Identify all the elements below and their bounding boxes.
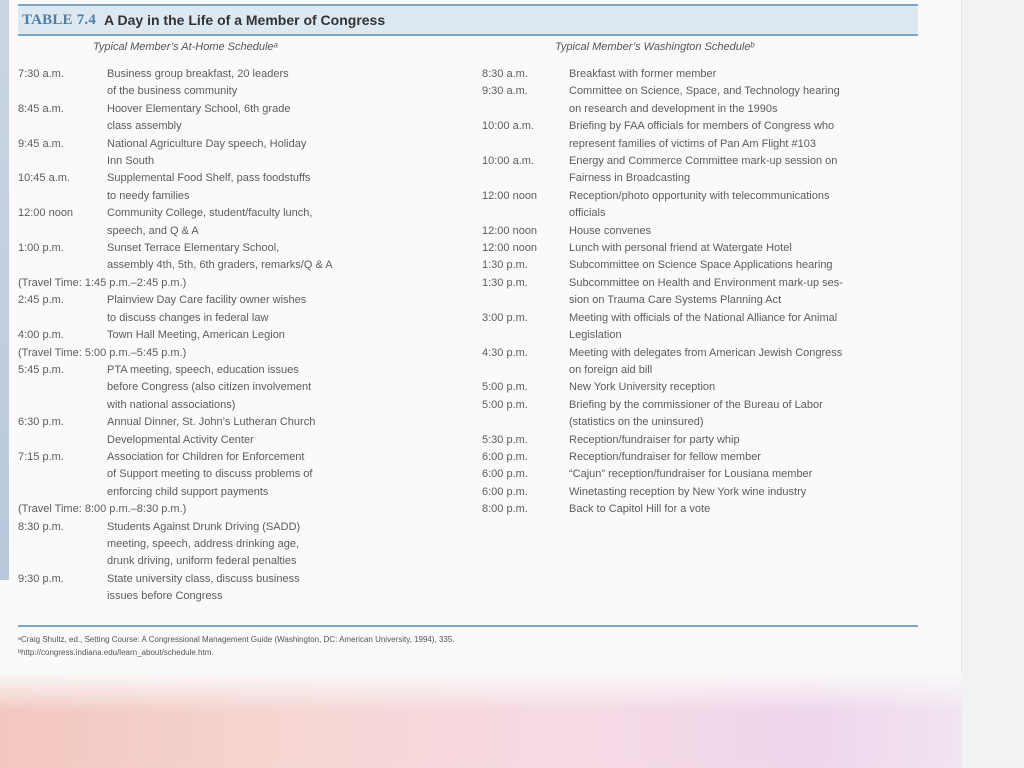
travel-time-row [18,345,458,362]
schedule-row [482,379,922,396]
schedule-time [18,397,107,414]
schedule-description: Winetasting reception by New York wine industry [569,485,807,498]
schedule-row-continuation [18,379,458,396]
schedule-row [482,275,922,292]
schedule-description: State university class, discuss business [107,572,300,585]
schedule-description: Community College, student/faculty lunch, [107,207,313,220]
schedule-row-continuation [18,223,458,240]
schedule-row [482,118,922,135]
schedule-time: 4:00 p.m. [18,329,64,342]
schedule-time: 12:00 noon [482,224,538,237]
schedule-description: of the business community [107,85,238,98]
schedule-row [18,240,458,257]
footnote-a: ᵃCraig Shultz, ed., Setting Course: A Congressional Management Guide (Washington, DC: American University, 1994), 335. [18,635,455,644]
schedule-row [482,257,922,274]
schedule-row-continuation [18,484,458,501]
schedule-row [18,571,458,588]
schedule-description: assembly 4th, 5th, 6th graders, remarks/Q & A [107,259,333,272]
schedule-row [18,66,458,83]
schedule-description: on foreign aid bill [569,363,653,376]
schedule-row-continuation [482,205,922,222]
schedule-row [18,101,458,118]
schedule-description: on research and development in the 1990s [569,102,778,115]
schedule-description: Reception/fundraiser for fellow member [569,450,761,463]
schedule-time [18,432,107,449]
schedule-time [482,101,569,118]
schedule-row [18,170,458,187]
schedule-row [482,153,922,170]
schedule-row-continuation [482,362,922,379]
schedule-time: 10:00 a.m. [482,120,534,133]
schedule-description: Breakfast with former member [569,68,717,80]
schedule-row [482,188,922,205]
schedule-row [18,362,458,379]
table-label: TABLE 7.4 [22,11,97,28]
schedule-description: Business group breakfast, 20 leaders [107,68,289,80]
washington-schedule-column [482,66,922,519]
schedule-time [18,83,107,100]
schedule-row-continuation [18,153,458,170]
schedule-row-continuation [18,257,458,274]
schedule-time [18,379,107,396]
left-accent-bar [0,0,9,580]
schedule-time: 7:30 a.m. [18,68,64,80]
schedule-time [482,170,569,187]
schedule-description: of Support meeting to discuss problems of [107,468,313,481]
schedule-time: 7:15 p.m. [18,450,64,463]
schedule-description: House convenes [569,224,651,237]
schedule-time: 2:45 p.m. [18,294,64,307]
schedule-description: Briefing by the commissioner of the Bureau of Labor [569,398,823,411]
schedule-row-continuation [18,536,458,553]
schedule-description: Supplemental Food Shelf, pass foodstuffs [107,172,311,185]
schedule-row-continuation [18,432,458,449]
schedule-row-continuation [18,553,458,570]
schedule-description: Town Hall Meeting, American Legion [107,329,285,342]
schedule-description: Energy and Commerce Committee mark-up session on [569,155,838,168]
schedule-description: Meeting with officials of the National Alliance for Animal [569,311,838,324]
schedule-description: Association for Children for Enforcement [107,450,305,463]
schedule-time [18,223,107,240]
footnotes [18,633,455,659]
schedule-time: 10:45 a.m. [18,172,70,185]
schedule-row [482,310,922,327]
at-home-schedule-heading: Typical Member’s At-Home Scheduleᵃ [93,41,278,53]
schedule-time: 5:30 p.m. [482,433,528,446]
schedule-description: Sunset Terrace Elementary School, [107,242,280,255]
schedule-time: 8:30 p.m. [18,520,64,533]
schedule-description: “Cajun” reception/fundraiser for Lousiana member [569,468,813,481]
schedule-row [482,466,922,483]
schedule-time: 5:45 p.m. [18,363,64,376]
travel-time-row [18,275,458,292]
schedule-row [18,327,458,344]
table-header [18,4,918,60]
schedule-description: Plainview Day Care facility owner wishes [107,294,307,307]
schedule-time [482,327,569,344]
schedule-row-continuation [482,101,922,118]
schedule-row-continuation [18,588,458,605]
schedule-time [18,188,107,205]
schedule-time [18,588,107,605]
schedule-description: Meeting with delegates from American Jewish Congress [569,346,843,359]
schedule-description: meeting, speech, address drinking age, [107,537,300,550]
schedule-row-continuation [18,466,458,483]
schedule-time: 9:45 a.m. [18,137,64,150]
schedule-row-continuation [482,292,922,309]
schedule-time: 8:45 a.m. [18,102,64,115]
travel-time-text: (Travel Time: 1:45 p.m.–2:45 p.m.) [18,276,187,289]
schedule-time: 1:00 p.m. [18,242,64,255]
schedule-time [18,118,107,135]
schedule-time: 1:30 p.m. [482,276,528,289]
schedule-time: 8:30 a.m. [482,68,528,80]
schedule-description: Briefing by FAA officials for members of Congress who [569,120,835,133]
schedule-row [482,345,922,362]
schedule-description: Back to Capitol Hill for a vote [569,503,711,516]
schedule-time [18,310,107,327]
travel-time-text: (Travel Time: 8:00 p.m.–8:30 p.m.) [18,503,187,516]
schedule-description: sion on Trauma Care Systems Planning Act [569,294,782,307]
schedule-description: (statistics on the uninsured) [569,416,704,429]
schedule-time [18,536,107,553]
schedule-row [18,519,458,536]
schedule-row [482,240,922,257]
schedule-description: New York University reception [569,381,716,394]
schedule-time: 12:00 noon [482,242,538,255]
schedule-time [482,292,569,309]
schedule-time: 5:00 p.m. [482,381,528,394]
schedule-description: PTA meeting, speech, education issues [107,363,299,376]
schedule-description: represent families of victims of Pan Am Flight #103 [569,137,816,150]
schedule-row-continuation [18,397,458,414]
schedule-description: with national associations) [107,398,236,411]
schedule-description: Developmental Activity Center [107,433,254,446]
schedule-row-continuation [18,118,458,135]
schedule-description: issues before Congress [107,590,223,603]
schedule-description: Legislation [569,329,622,342]
schedule-time [18,553,107,570]
table-title-band [18,6,918,36]
schedule-time: 5:00 p.m. [482,398,528,411]
schedule-time [18,466,107,483]
schedule-description: Lunch with personal friend at Watergate Hotel [569,242,792,255]
schedule-time: 9:30 a.m. [482,85,528,98]
schedule-row [482,484,922,501]
schedule-description: before Congress (also citizen involvement [107,381,312,394]
schedule-description: Annual Dinner, St. John’s Lutheran Church [107,416,316,429]
schedule-row-continuation [482,414,922,431]
schedule-time: 1:30 p.m. [482,259,528,272]
schedule-row [18,449,458,466]
schedule-description: Subcommittee on Health and Environment mark-up ses- [569,276,843,289]
schedule-description: National Agriculture Day speech, Holiday [107,137,307,150]
schedule-time: 10:00 a.m. [482,155,534,168]
schedule-time: 12:00 noon [482,189,538,202]
schedule-row-continuation [482,136,922,153]
schedule-time: 9:30 p.m. [18,572,64,585]
schedule-description: Fairness in Broadcasting [569,172,691,185]
schedule-row [482,223,922,240]
schedule-description: Reception/fundraiser for party whip [569,433,740,446]
schedule-time [482,414,569,431]
washington-schedule-heading: Typical Member’s Washington Scheduleᵇ [555,41,754,53]
schedule-row [482,397,922,414]
schedule-description: Hoover Elementary School, 6th grade [107,102,291,115]
schedule-time: 6:00 p.m. [482,450,528,463]
schedule-time [18,484,107,501]
schedule-time: 6:00 p.m. [482,485,528,498]
schedule-row [18,136,458,153]
schedule-time [18,257,107,274]
table-title: A Day in the Life of a Member of Congress [104,12,386,28]
schedule-time: 8:00 p.m. [482,503,528,516]
schedule-row-continuation [18,83,458,100]
table-bottom-rule [18,625,918,627]
schedule-row [482,449,922,466]
schedule-time: 12:00 noon [18,207,74,220]
schedule-description: enforcing child support payments [107,485,269,498]
schedule-row-continuation [18,310,458,327]
schedule-description: drunk driving, uniform federal penalties [107,555,297,568]
schedule-time: 6:00 p.m. [482,468,528,481]
travel-time-text: (Travel Time: 5:00 p.m.–5:45 p.m.) [18,346,187,359]
schedule-time [482,362,569,379]
schedule-row [482,66,922,83]
schedule-time: 3:00 p.m. [482,311,528,324]
schedule-time [482,205,569,222]
schedule-time: 6:30 p.m. [18,416,64,429]
schedule-row [18,414,458,431]
schedule-row [482,501,922,518]
at-home-schedule-column [18,66,458,606]
schedule-description: speech, and Q & A [107,224,199,237]
travel-time-row [18,501,458,518]
schedule-description: Reception/photo opportunity with telecommunications [569,189,830,202]
schedule-row-continuation [482,327,922,344]
schedule-time [18,153,107,170]
schedule-row [18,292,458,309]
schedule-row [482,432,922,449]
schedule-row-continuation [482,170,922,187]
schedule-description: to discuss changes in federal law [107,311,269,324]
schedule-row-continuation [18,188,458,205]
footnote-b: ᵇhttp://congress.indiana.edu/learn_about/schedule.htm. [18,648,214,657]
schedule-description: Subcommittee on Science Space Applications hearing [569,259,833,272]
right-side-panel [961,0,1024,768]
schedule-row [482,83,922,100]
schedule-description: Students Against Drunk Driving (SADD) [107,520,301,533]
slide-bottom-gradient [0,672,962,768]
schedule-description: officials [569,207,606,220]
schedule-time: 4:30 p.m. [482,346,528,359]
schedule-description: Committee on Science, Space, and Technology hearing [569,85,840,98]
schedule-description: to needy families [107,189,190,202]
column-headers [18,36,918,60]
schedule-time [482,136,569,153]
schedule-description: class assembly [107,120,182,133]
schedule-description: Inn South [107,155,155,168]
schedule-row [18,205,458,222]
